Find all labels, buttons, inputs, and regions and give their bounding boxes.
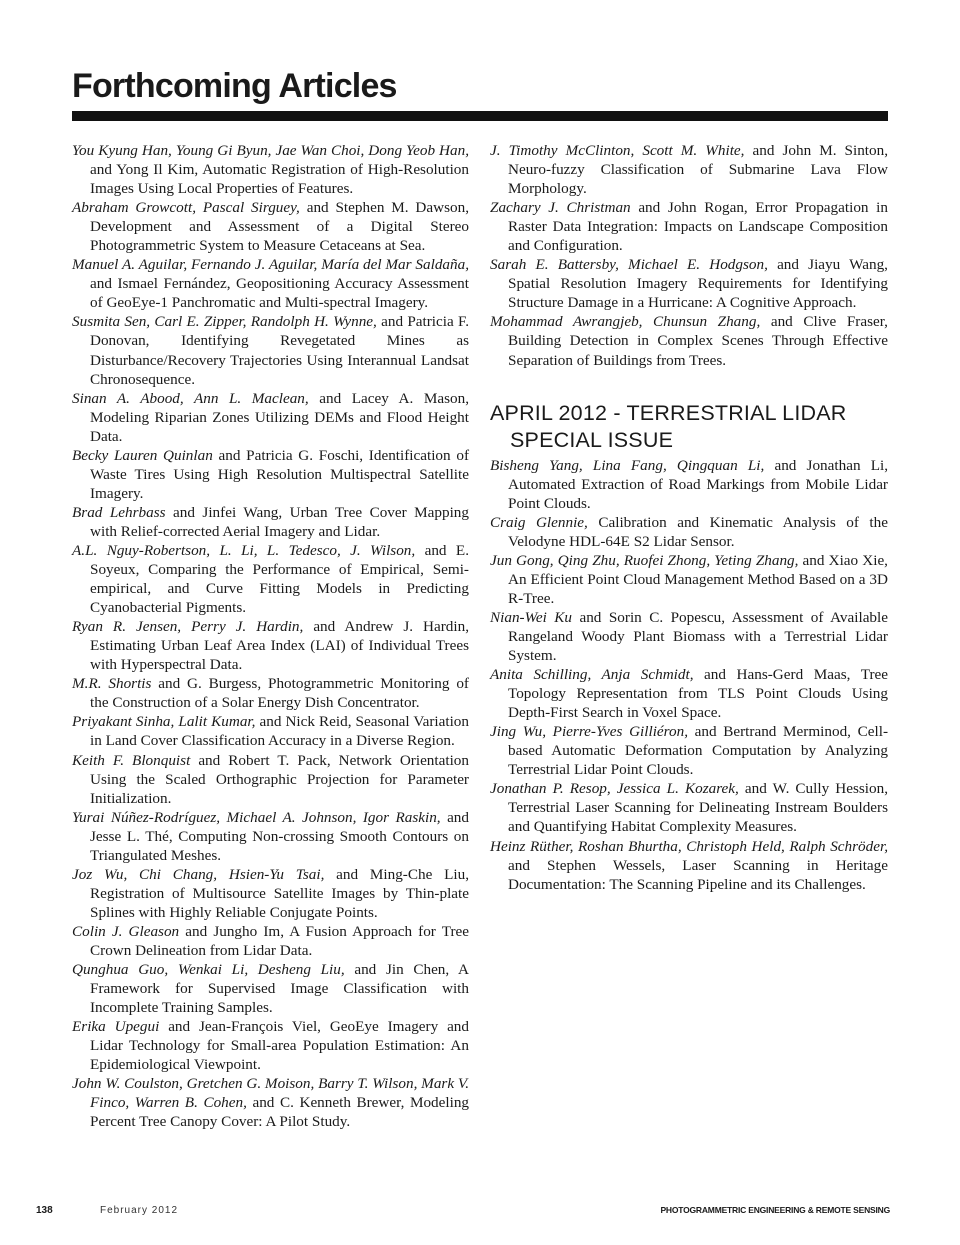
article-authors: Keith F. Blonquist (72, 751, 191, 769)
article-text: and John M. Sinton, Neuro-fuzzy Classification of Submarine Lava Flow Morphology. (508, 142, 888, 198)
article-authors: Abraham Growcott, Pascal Sirguey, (72, 199, 300, 217)
article-text: and Jiayu Wang, Spatial Resolution Imagery Requirements for Identifying Structure Damage in a Hurricane: A Cognitive Approach. (508, 256, 888, 312)
article-authors: Qunghua Guo, Wenkai Li, Desheng Liu, (72, 961, 345, 979)
article-entry (490, 779, 888, 836)
article-text: and Jungho Im, A Fusion Approach for Tree Crown Delineation from Lidar Data. (90, 922, 469, 959)
article-authors: Mohammad Awrangjeb, Chunsun Zhang, (490, 313, 761, 331)
article-authors: Nian-Wei Ku (490, 608, 572, 626)
page-title: Forthcoming Articles (72, 67, 397, 105)
article-text: and Jonathan Li, Automated Extraction of Road Markings from Mobile Lidar Point Clouds. (508, 456, 888, 512)
article-authors: Manuel A. Aguilar, Fernando J. Aguilar, María del Mar Saldaña, (72, 256, 469, 274)
article-text: and Nick Reid, Seasonal Variation in Land Cover Classification Accuracy in a Diverse Region. (90, 713, 469, 750)
article-authors: Becky Lauren Quinlan (72, 446, 213, 464)
article-authors: Sarah E. Battersby, Michael E. Hodgson, (490, 256, 768, 274)
article-entry (72, 389, 469, 446)
article-authors: Bisheng Yang, Lina Fang, Qingquan Li, (490, 456, 765, 474)
journal-name: PHOTOGRAMMETRIC ENGINEERING & REMOTE SENSING (660, 1205, 890, 1215)
article-entry (490, 722, 888, 779)
article-text: and Jesse L. Thé, Computing Non-crossing Smooth Contours on Triangulated Meshes. (90, 808, 469, 864)
article-text: and G. Burgess, Photogrammetric Monitoring of the Construction of a Solar Energy Dish Concentrator. (90, 675, 469, 712)
article-authors: Zachary J. Christman (490, 199, 631, 217)
article-text: and Robert T. Pack, Network Orientation Using the Scaled Orthographic Projection for Parameter Initialization. (90, 751, 469, 807)
article-text: and Patricia F. Donovan, Identifying Revegetated Mines as Disturbance/Recovery Trajectories Using Interannual Landsat Chronosequence. (90, 313, 470, 388)
article-text: and C. Kenneth Brewer, Modeling Percent Tree Canopy Cover: A Pilot Study. (90, 1094, 470, 1131)
article-text: and Clive Fraser, Building Detection in Complex Scenes Through Effective Separation of Buildings from Trees. (508, 313, 888, 369)
title-rule (72, 111, 888, 121)
article-entry (72, 922, 469, 960)
article-entry (490, 198, 888, 255)
article-text: and Jean-François Viel, GeoEye Imagery and Lidar Technology for Small-area Population Estimation: An Epidemiological Viewpoint. (90, 1018, 469, 1074)
article-text: and Ismael Fernández, Geopositioning Accuracy Assessment of GeoEye-1 Panchromatic and Multi-spectral Imagery. (90, 275, 469, 312)
article-entry (490, 551, 888, 608)
article-entry (72, 198, 469, 255)
article-entry (72, 674, 469, 712)
article-authors: Heinz Rüther, Roshan Bhurtha, Christoph Held, Ralph Schröder, (490, 837, 888, 855)
left-column (72, 141, 469, 1131)
article-entry (72, 541, 469, 617)
article-text: and John Rogan, Error Propagation in Raster Data Integration: Impacts on Landscape Composition and Configuration. (508, 199, 888, 255)
article-authors: Susmita Sen, Carl E. Zipper, Randolph H. Wynne, (72, 313, 377, 331)
article-entry (490, 513, 888, 551)
article-authors: Jing Wu, Pierre-Yves Gilliéron, (490, 723, 688, 741)
page-footer (0, 1205, 960, 1219)
article-entry (490, 837, 888, 894)
article-entry (72, 1074, 469, 1131)
article-authors: Craig Glennie, (490, 513, 588, 531)
article-entry (490, 141, 888, 198)
article-entry (72, 865, 469, 922)
article-entry (72, 503, 469, 541)
special-issue-heading: APRIL 2012 - TERRESTRIAL LIDAR SPECIAL ISSUE (490, 400, 847, 452)
article-authors: Brad Lehrbass (72, 503, 166, 521)
right-column (490, 141, 888, 894)
article-entry (72, 751, 469, 808)
article-text: and Stephen M. Dawson, Development and Assessment of a Digital Stereo Photogrammetric System to Measure Cetaceans at Sea. (90, 199, 470, 255)
article-text: Calibration and Kinematic Analysis of the Velodyne HDL-64E S2 Lidar Sensor. (508, 513, 888, 550)
article-entry (72, 617, 469, 674)
article-text: and E. Soyeux, Comparing the Performance of Empirical, Semi-empirical, and Curve Fitting Models in Predicting Cyanobacterial Pigments. (90, 541, 469, 617)
article-text: and Jin Chen, A Framework for Supervised Image Classification with Incomplete Training Samples. (90, 961, 470, 1017)
article-entry (490, 665, 888, 722)
article-authors: Jonathan P. Resop, Jessica L. Kozarek, (490, 780, 739, 798)
article-text: and Sorin C. Popescu, Assessment of Available Rangeland Woody Plant Biomass with a Terrestrial Lidar System. (508, 608, 888, 665)
article-entry (72, 1017, 469, 1074)
article-text: and Bertrand Merminod, Cell-based Automatic Deformation Computation by Analyzing Terrestrial Lidar Point Clouds. (508, 723, 888, 779)
article-text: and Xiao Xie, An Efficient Point Cloud Management Method Based on a 3D R-Tree. (508, 551, 888, 607)
article-authors: Joz Wu, Chi Chang, Hsien-Yu Tsai, (72, 865, 325, 883)
article-text: and Jinfei Wang, Urban Tree Cover Mapping with Relief-corrected Aerial Imagery and Lidar. (90, 503, 469, 540)
article-text: and Yong Il Kim, Automatic Registration of High-Resolution Images Using Local Properties of Features. (90, 161, 469, 198)
article-entry (72, 141, 469, 198)
article-authors: Jun Gong, Qing Zhu, Ruofei Zhong, Yeting Zhang, (490, 551, 799, 569)
article-text: and W. Cully Hession, Terrestrial Laser Scanning for Delineating Instream Boulders and Quantifying Habitat Complexity Measures. (508, 780, 888, 836)
article-text: and Hans-Gerd Maas, Tree Topology Representation from TLS Point Clouds Using Depth-First Search in Voxel Space. (508, 666, 888, 722)
article-authors: J. Timothy McClinton, Scott M. White, (490, 142, 745, 159)
article-entry (72, 712, 469, 750)
article-authors: Priyakant Sinha, Lalit Kumar, (72, 713, 256, 731)
article-authors: Ryan R. Jensen, Perry J. Hardin, (72, 618, 304, 636)
article-authors: M.R. Shortis (72, 675, 152, 693)
article-authors: A.L. Nguy-Robertson, L. Li, L. Tedesco, J. Wilson, (72, 541, 416, 559)
article-text: and Lacey A. Mason, Modeling Riparian Zones Utilizing DEMs and Flood Height Data. (90, 389, 469, 445)
article-entry (490, 312, 888, 369)
article-text: and Patricia G. Foschi, Identification of Waste Tires Using High Resolution Multispectral Satellite Imagery. (90, 446, 469, 502)
article-authors: You Kyung Han, Young Gi Byun, Jae Wan Choi, Dong Yeob Han, (72, 142, 469, 159)
article-authors: Yurai Núñez-Rodríguez, Michael A. Johnson, Igor Raskin, (72, 808, 441, 826)
article-text: and Stephen Wessels, Laser Scanning in Heritage Documentation: The Scanning Pipeline and its Challenges. (508, 856, 888, 893)
article-entry (490, 456, 888, 513)
article-authors: Sinan A. Abood, Ann L. Maclean, (72, 389, 309, 407)
article-text: and Andrew J. Hardin, Estimating Urban Leaf Area Index (LAI) of Individual Trees with Hyperspectral Data. (90, 618, 469, 674)
article-entry (72, 312, 469, 388)
issue-date: February 2012 (100, 1205, 179, 1216)
article-entry (72, 446, 469, 503)
article-entry (72, 808, 469, 865)
article-authors: Colin J. Gleason (72, 922, 180, 940)
article-authors: John W. Coulston, Gretchen G. Moison, Barry T. Wilson, Mark V. Finco, Warren B. Cohen, (72, 1075, 469, 1112)
page-number: 138 (36, 1205, 53, 1216)
article-text: and Ming-Che Liu, Registration of Multisource Satellite Images by Thin-plate Splines with Highly Reliable Conjugate Points. (90, 865, 470, 921)
article-entry (72, 255, 469, 312)
article-authors: Erika Upegui (72, 1018, 160, 1036)
article-entry (72, 960, 469, 1017)
article-entry (490, 608, 888, 665)
article-authors: Anita Schilling, Anja Schmidt, (490, 666, 694, 684)
article-entry (490, 255, 888, 312)
